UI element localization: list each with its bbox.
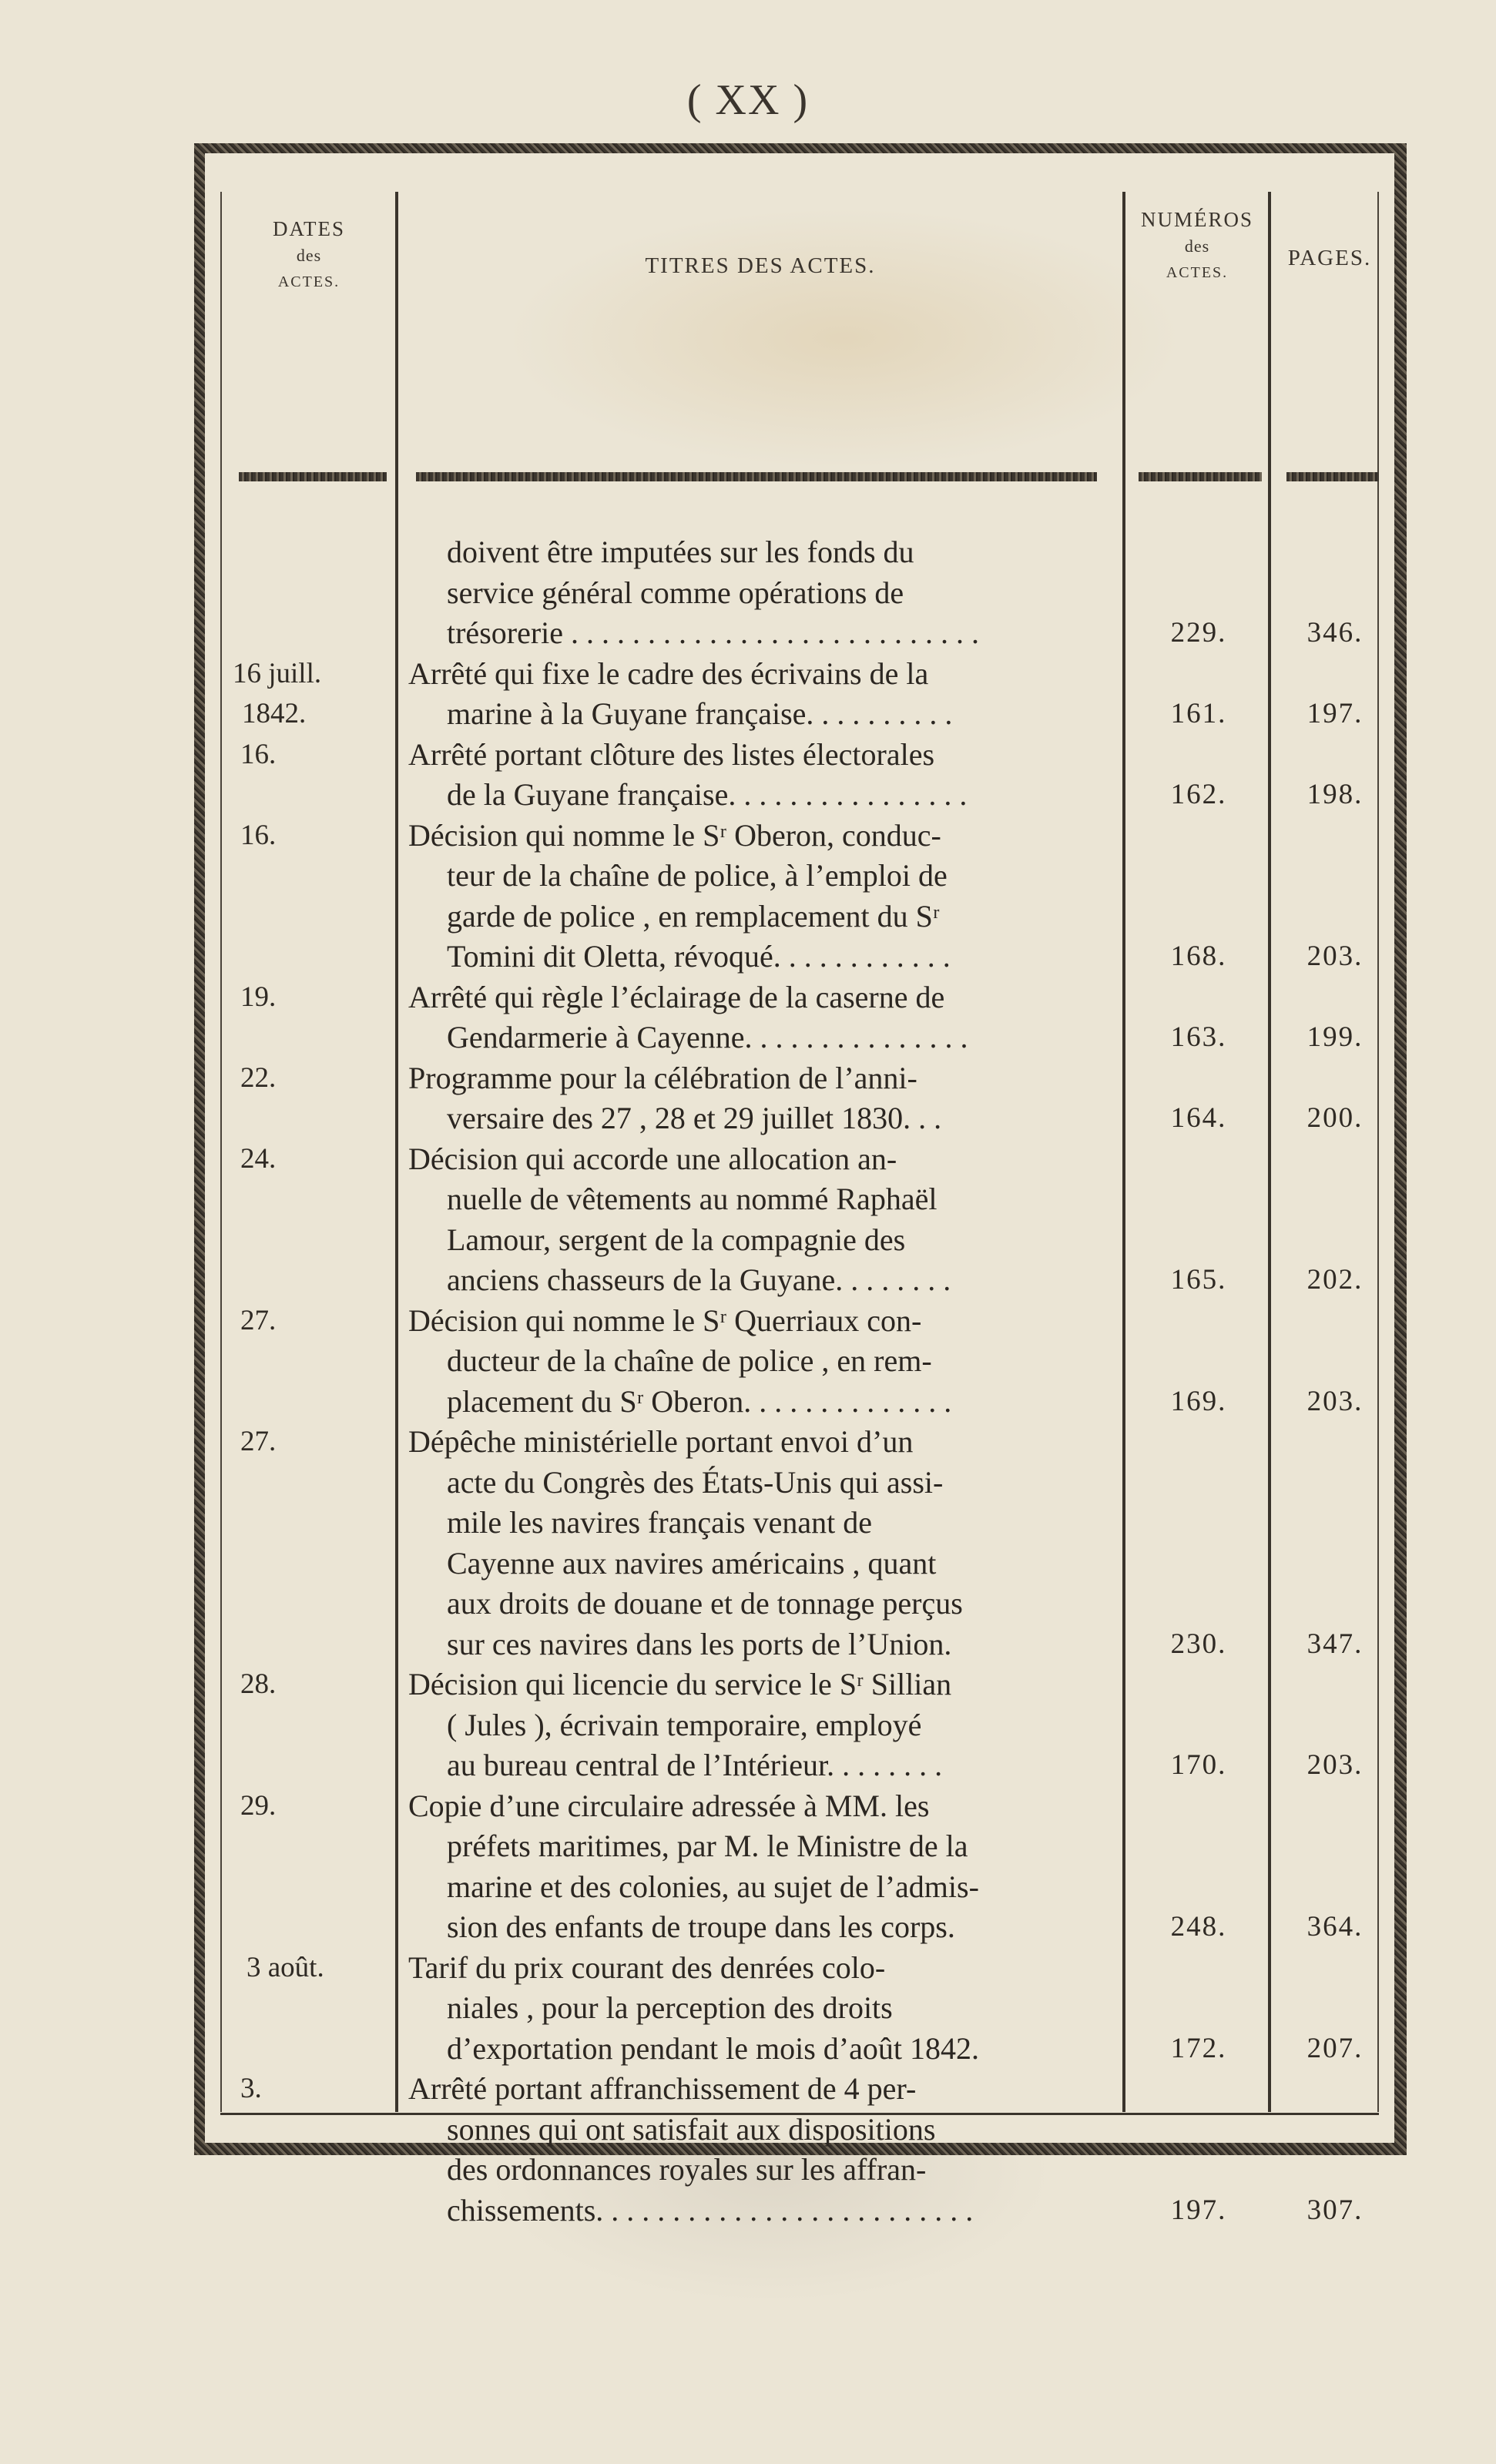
header-rule-pages	[1286, 472, 1379, 481]
row-numero: 164.	[1170, 1102, 1227, 1134]
row-numero: 163.	[1170, 1021, 1227, 1053]
row-numero: 162.	[1170, 779, 1227, 810]
header-dates	[223, 215, 394, 295]
table-row	[205, 816, 1394, 977]
row-date-line1: 3 août.	[247, 1951, 324, 1983]
row-title-line: Arrêté portant affranchissement de 4 per-	[408, 2071, 917, 2106]
table-row	[205, 977, 1394, 1058]
row-page: 202.	[1306, 1264, 1364, 1296]
header-pages: PAGES.	[1287, 246, 1372, 270]
row-page: 347.	[1306, 1628, 1364, 1660]
row-title-line: Décision qui nomme le Sʳ Oberon, conduc-	[408, 817, 941, 853]
row-date-line1: 28.	[240, 1668, 277, 1700]
row-date	[233, 1139, 276, 1179]
row-title-line: teur de la chaîne de police, à l’emploi de	[447, 858, 948, 893]
row-title-line: de la Guyane française. . . . . . . . . . . . . . . .	[447, 777, 968, 812]
table-frame	[194, 143, 1407, 2228]
row-title	[408, 2069, 1109, 2231]
header-dates-line1: DATES	[272, 217, 345, 240]
row-title	[408, 1422, 1109, 1664]
row-numero: 168.	[1170, 940, 1227, 972]
row-title-line: trésorerie . . . . . . . . . . . . . . . . . . . . . . . . . . .	[447, 615, 980, 650]
row-title	[408, 654, 1109, 735]
row-date	[233, 1422, 276, 1462]
row-title-line: Décision qui nomme le Sʳ Querriaux con-	[408, 1302, 922, 1338]
row-numero: 229.	[1170, 617, 1227, 649]
header-numeros-line3: ACTES.	[1166, 264, 1229, 281]
row-date-line1: 16 juill.	[233, 657, 322, 689]
row-date	[233, 977, 276, 1017]
row-title-line: Tarif du prix courant des denrées colo-	[408, 1949, 886, 1985]
row-title-line: Tomini dit Oletta, révoqué. . . . . . . . . . . .	[447, 939, 951, 974]
table-row	[205, 1786, 1394, 1948]
row-page: 307.	[1306, 2194, 1364, 2226]
row-title-line: versaire des 27 , 28 et 29 juillet 1830. . .	[447, 1101, 942, 1135]
row-title-line: des ordonnances royales sur les affran-	[447, 2152, 927, 2187]
table-row	[205, 1139, 1394, 1301]
row-page: 203.	[1306, 1749, 1364, 1781]
row-title-line: Programme pour la célébration de l’anni-	[408, 1060, 917, 1095]
row-title-line: Arrêté qui règle l’éclairage de la caserne de	[408, 979, 945, 1014]
row-page: 346.	[1306, 617, 1364, 649]
row-numero: 172.	[1170, 2032, 1227, 2064]
row-date	[233, 735, 276, 775]
row-title-line: mile les navires français venant de	[447, 1505, 872, 1540]
row-title-line: ducteur de la chaîne de police , en rem-	[447, 1343, 932, 1378]
row-date-line1: 27.	[240, 1304, 277, 1336]
row-date	[233, 816, 276, 856]
row-title-line: Gendarmerie à Cayenne. . . . . . . . . . . . . . .	[447, 1020, 968, 1054]
header-rule-titres	[416, 472, 1097, 481]
page-number: ( XX )	[686, 76, 810, 124]
header-numeros	[1126, 206, 1268, 286]
row-date	[233, 1664, 276, 1705]
row-title-line: service général comme opérations de	[447, 575, 904, 610]
row-date-line1: 29.	[240, 1789, 277, 1822]
header-numeros-line2: des	[1184, 236, 1210, 256]
table-row	[205, 2069, 1394, 2231]
row-title-line: doivent être imputées sur les fonds du	[447, 535, 914, 569]
row-numero: 197.	[1170, 2194, 1227, 2226]
table-row	[205, 1301, 1394, 1423]
row-page: 197.	[1306, 698, 1364, 729]
header-dates-line3: ACTES.	[277, 273, 340, 290]
row-title-line: au bureau central de l’Intérieur. . . . . . . .	[447, 1748, 943, 1782]
row-page: 199.	[1306, 1021, 1364, 1053]
row-title-line: nuelle de vêtements au nommé Raphaël	[447, 1182, 938, 1216]
row-title	[408, 1301, 1109, 1423]
row-numero: 161.	[1170, 698, 1227, 729]
row-title-line: ( Jules ), écrivain temporaire, employé	[447, 1707, 922, 1742]
row-page: 203.	[1306, 1385, 1364, 1417]
row-title	[408, 977, 1109, 1058]
row-title	[408, 1948, 1109, 2070]
row-title-line: d’exportation pendant le mois d’août 1842.	[447, 2030, 979, 2066]
row-numero: 230.	[1170, 1628, 1227, 1660]
row-title	[408, 735, 1109, 816]
row-date-line1: 24.	[240, 1142, 277, 1175]
table-inner	[205, 153, 1394, 2228]
row-title	[408, 532, 1109, 654]
table-row	[205, 1058, 1394, 1139]
row-title-line: aux droits de douane et de tonnage perçus	[447, 1586, 963, 1621]
header-rule-dates	[239, 472, 387, 481]
row-date	[233, 1948, 324, 1988]
row-title-line: anciens chasseurs de la Guyane. . . . . . . .	[447, 1262, 951, 1297]
table-row	[205, 654, 1394, 735]
row-date	[233, 2069, 262, 2109]
row-title-line: Dépêche ministérielle portant envoi d’un	[408, 1424, 914, 1459]
row-date-line1: 3.	[240, 2073, 262, 2104]
row-date-line1: 19.	[240, 981, 277, 1013]
row-date-line2: 1842.	[242, 697, 307, 729]
table-row	[205, 735, 1394, 816]
row-date	[233, 1301, 276, 1341]
row-title-line: marine à la Guyane française. . . . . . . . . .	[447, 696, 953, 731]
row-title	[408, 1664, 1109, 1786]
row-date-line1: 27.	[240, 1426, 277, 1457]
row-title	[408, 1139, 1109, 1301]
row-title-line: garde de police , en remplacement du Sʳ	[447, 898, 940, 934]
row-title-line: Lamour, sergent de la compagnie des	[447, 1222, 906, 1257]
table-row	[205, 1948, 1394, 2070]
header-titres: TITRES DES ACTES.	[645, 253, 876, 278]
row-title-line: Copie d’une circulaire adressée à MM. les	[408, 1788, 930, 1823]
row-date	[233, 654, 321, 734]
table-row	[205, 1664, 1394, 1786]
table-row	[205, 1422, 1394, 1664]
row-title-line: préfets maritimes, par M. le Ministre de la	[447, 1829, 968, 1863]
header-dates-line2: des	[296, 246, 322, 265]
row-numero: 169.	[1170, 1385, 1227, 1417]
row-numero: 165.	[1170, 1264, 1227, 1296]
row-title-line: sion des enfants de troupe dans les corps.	[447, 1909, 955, 1944]
row-title	[408, 1786, 1109, 1948]
row-page: 207.	[1306, 2032, 1364, 2064]
row-page: 364.	[1306, 1911, 1364, 1943]
row-date-line1: 16.	[240, 738, 277, 770]
row-date	[233, 1786, 276, 1826]
row-title-line: Décision qui licencie du service le Sʳ Sillian	[408, 1667, 952, 1701]
row-title-line: Arrêté portant clôture des listes électorales	[408, 736, 935, 772]
row-title-line: marine et des colonies, au sujet de l’admis-	[447, 1869, 979, 1904]
row-numero: 170.	[1170, 1749, 1227, 1781]
header-numeros-line1: NUMÉROS	[1140, 208, 1254, 231]
row-page: 203.	[1306, 940, 1364, 972]
row-date-line1: 16.	[240, 819, 277, 851]
row-title-line: sur ces navires dans les ports de l’Union.	[447, 1626, 952, 1661]
row-title-line: acte du Congrès des États-Unis qui assi-	[447, 1464, 944, 1500]
table-row	[205, 532, 1394, 654]
row-title	[408, 1058, 1109, 1139]
row-title-line: placement du Sʳ Oberon. . . . . . . . . . . . . .	[447, 1383, 952, 1419]
row-page: 198.	[1306, 779, 1364, 810]
row-title	[408, 816, 1109, 977]
row-title-line: sonnes qui ont satisfait aux dispositions	[447, 2111, 936, 2147]
row-title-line: niales , pour la perception des droits	[447, 1990, 893, 2025]
row-numero: 248.	[1170, 1911, 1227, 1943]
row-title-line: Décision qui accorde une allocation an-	[408, 1141, 897, 1176]
row-page: 200.	[1306, 1102, 1364, 1134]
row-title-line: Cayenne aux navires américains , quant	[447, 1545, 937, 1581]
row-date-line1: 22.	[240, 1061, 277, 1094]
header-rule-numeros	[1139, 472, 1262, 481]
row-title-line: Arrêté qui fixe le cadre des écrivains de la	[408, 655, 929, 691]
row-date	[233, 1058, 276, 1098]
row-title-line: chissements. . . . . . . . . . . . . . . . . . . . . . . . .	[447, 2192, 974, 2228]
